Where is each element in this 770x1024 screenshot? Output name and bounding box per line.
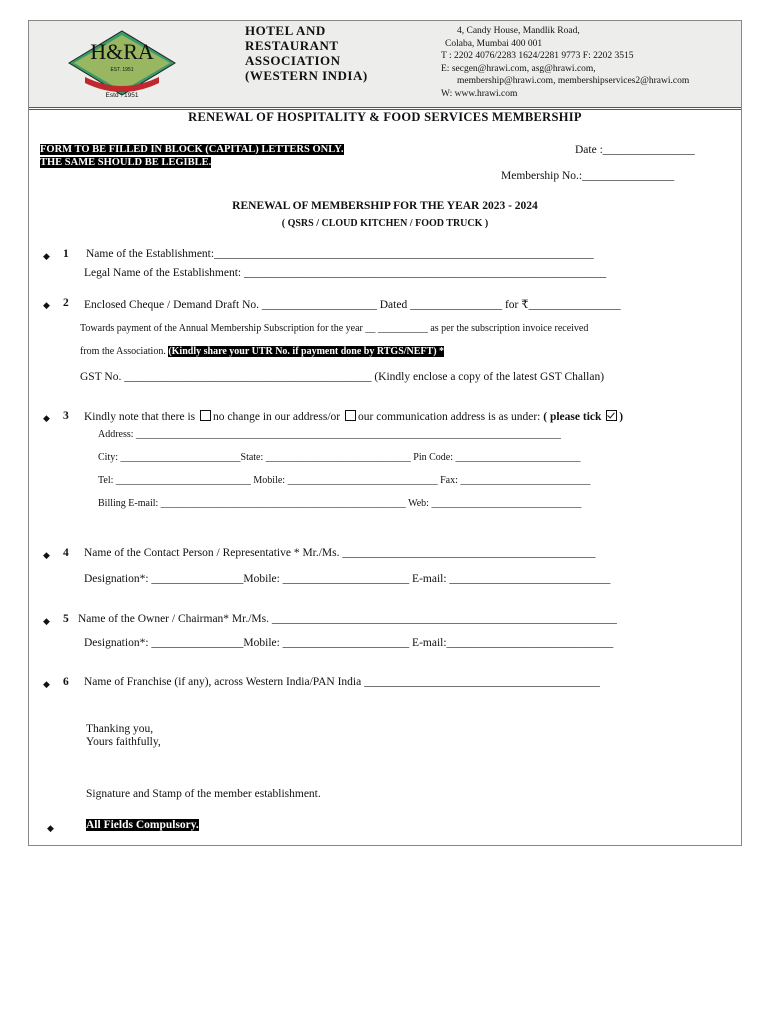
- cheque-details-field[interactable]: Enclosed Cheque / Demand Draft No. ____________________ Dated ________________ for ₹________________: [84, 299, 621, 311]
- bullet-icon: ◆: [43, 616, 50, 626]
- item-number: 3: [63, 410, 69, 422]
- item-number: 2: [63, 297, 69, 309]
- logo-ribbon: EST. 1951: [110, 67, 134, 73]
- address-changed-checkbox[interactable]: [345, 410, 356, 421]
- address-field[interactable]: Address: _____________________________________________________________________________________: [98, 429, 562, 440]
- notice-line: THE SAME SHOULD BE LEGIBLE.: [40, 157, 212, 168]
- logo-estd: Estd : 1951: [105, 92, 139, 99]
- org-name-line: HOTEL AND: [245, 23, 326, 38]
- membership-no-field[interactable]: Membership No.:________________: [501, 170, 675, 182]
- no-change-checkbox[interactable]: [200, 410, 211, 421]
- subscription-year-field[interactable]: Towards payment of the Annual Membership Subscription for the year __ __________ as per the subscription invoice received: [80, 323, 589, 334]
- address-changed-label: our communication address is as under:: [358, 411, 541, 423]
- bullet-icon: ◆: [43, 251, 50, 261]
- thanking-you: Thanking you,: [86, 723, 154, 735]
- hra-logo-icon: [67, 29, 177, 99]
- owner-name-field[interactable]: Name of the Owner / Chairman* Mr./Ms. ____________________________________________________________: [78, 613, 617, 625]
- franchise-field[interactable]: Name of Franchise (if any), across Western India/PAN India _________________________________________: [84, 676, 600, 688]
- tel-mobile-fax-row[interactable]: Tel: ___________________________ Mobile: ______________________________ Fax: __________________________: [98, 475, 591, 486]
- item-number: 4: [63, 547, 69, 559]
- item-number: 1: [63, 248, 69, 260]
- bullet-icon: ◆: [43, 679, 50, 689]
- contact-person-field[interactable]: Name of the Contact Person / Representative * Mr./Ms. ____________________________________________: [84, 547, 596, 559]
- item-number: 6: [63, 676, 69, 688]
- utr-note: [80, 346, 444, 357]
- org-name-line: RESTAURANT: [245, 38, 339, 53]
- letterhead: [29, 21, 741, 108]
- address-line: 4, Candy House, Mandlik Road,: [457, 26, 580, 36]
- contact-designation-row[interactable]: Designation*: ________________Mobile: ______________________ E-mail: ____________________________: [84, 573, 611, 585]
- org-name-line: (WESTERN INDIA): [245, 68, 368, 83]
- no-change-label: no change in our address/or: [213, 411, 341, 423]
- bullet-icon: ◆: [43, 413, 50, 423]
- city-state-pin-row[interactable]: City: ________________________State: _____________________________ Pin Code: _________________________: [98, 452, 581, 463]
- date-field[interactable]: Date :________________: [575, 144, 695, 156]
- establishment-name-field[interactable]: Name of the Establishment:__________________________________________________________________: [86, 248, 594, 260]
- please-tick-label: ( please tick: [543, 411, 602, 423]
- address-change-row: [84, 410, 623, 423]
- address-change-prefix: Kindly note that there is: [84, 411, 196, 423]
- tick-sample-icon: [606, 410, 617, 421]
- org-name-line: ASSOCIATION: [245, 53, 341, 68]
- notice-line: FORM TO BE FILLED IN BLOCK (CAPITAL) LETTERS ONLY.: [40, 144, 344, 155]
- membership-categories: ( QSRS / CLOUD KITCHEN / FOOD TRUCK ): [281, 218, 489, 229]
- bullet-icon: ◆: [47, 823, 54, 833]
- logo-text: H&RA: [90, 39, 154, 64]
- please-tick-close: ): [619, 411, 624, 423]
- utr-note-prefix: from the Association.: [80, 346, 166, 357]
- gst-field[interactable]: GST No. ___________________________________________ (Kindly enclose a copy of the latest GST Challan): [80, 371, 605, 383]
- document-title: RENEWAL OF HOSPITALITY & FOOD SERVICES MEMBERSHIP: [188, 110, 582, 124]
- email-line: membership@hrawi.com, membershipservices2@hrawi.com: [457, 76, 690, 86]
- item-number: 5: [63, 613, 69, 625]
- renewal-heading: RENEWAL OF MEMBERSHIP FOR THE YEAR 2023 - 2024: [232, 200, 538, 212]
- org-contact: [441, 25, 689, 100]
- org-name: [245, 23, 368, 83]
- billing-email-web-row[interactable]: Billing E-mail: _________________________________________________ Web: ______________________________: [98, 498, 582, 509]
- signature-label: Signature and Stamp of the member establishment.: [86, 788, 321, 800]
- address-line: Colaba, Mumbai 400 001: [445, 38, 543, 49]
- email-line: E: secgen@hrawi.com, asg@hrawi.com,: [441, 63, 596, 74]
- compulsory-note: [86, 819, 199, 831]
- notice: [40, 143, 344, 168]
- web-line: W: www.hrawi.com: [441, 88, 518, 99]
- bullet-icon: ◆: [43, 300, 50, 310]
- owner-designation-row[interactable]: Designation*: ________________Mobile: ______________________ E-mail:_____________________________: [84, 637, 614, 649]
- compulsory-text: All Fields Compulsory.: [86, 819, 199, 831]
- membership-form: [28, 20, 742, 846]
- utr-note-highlight: (Kindly share your UTR No. if payment done by RTGS/NEFT) *: [168, 346, 445, 357]
- legal-name-field[interactable]: Legal Name of the Establishment: _______________________________________________________________: [84, 267, 607, 279]
- phone-line: T : 2202 4076/2283 1624/2281 9773 F: 2202 3515: [441, 51, 634, 61]
- yours-faithfully: Yours faithfully,: [86, 736, 161, 748]
- bullet-icon: ◆: [43, 550, 50, 560]
